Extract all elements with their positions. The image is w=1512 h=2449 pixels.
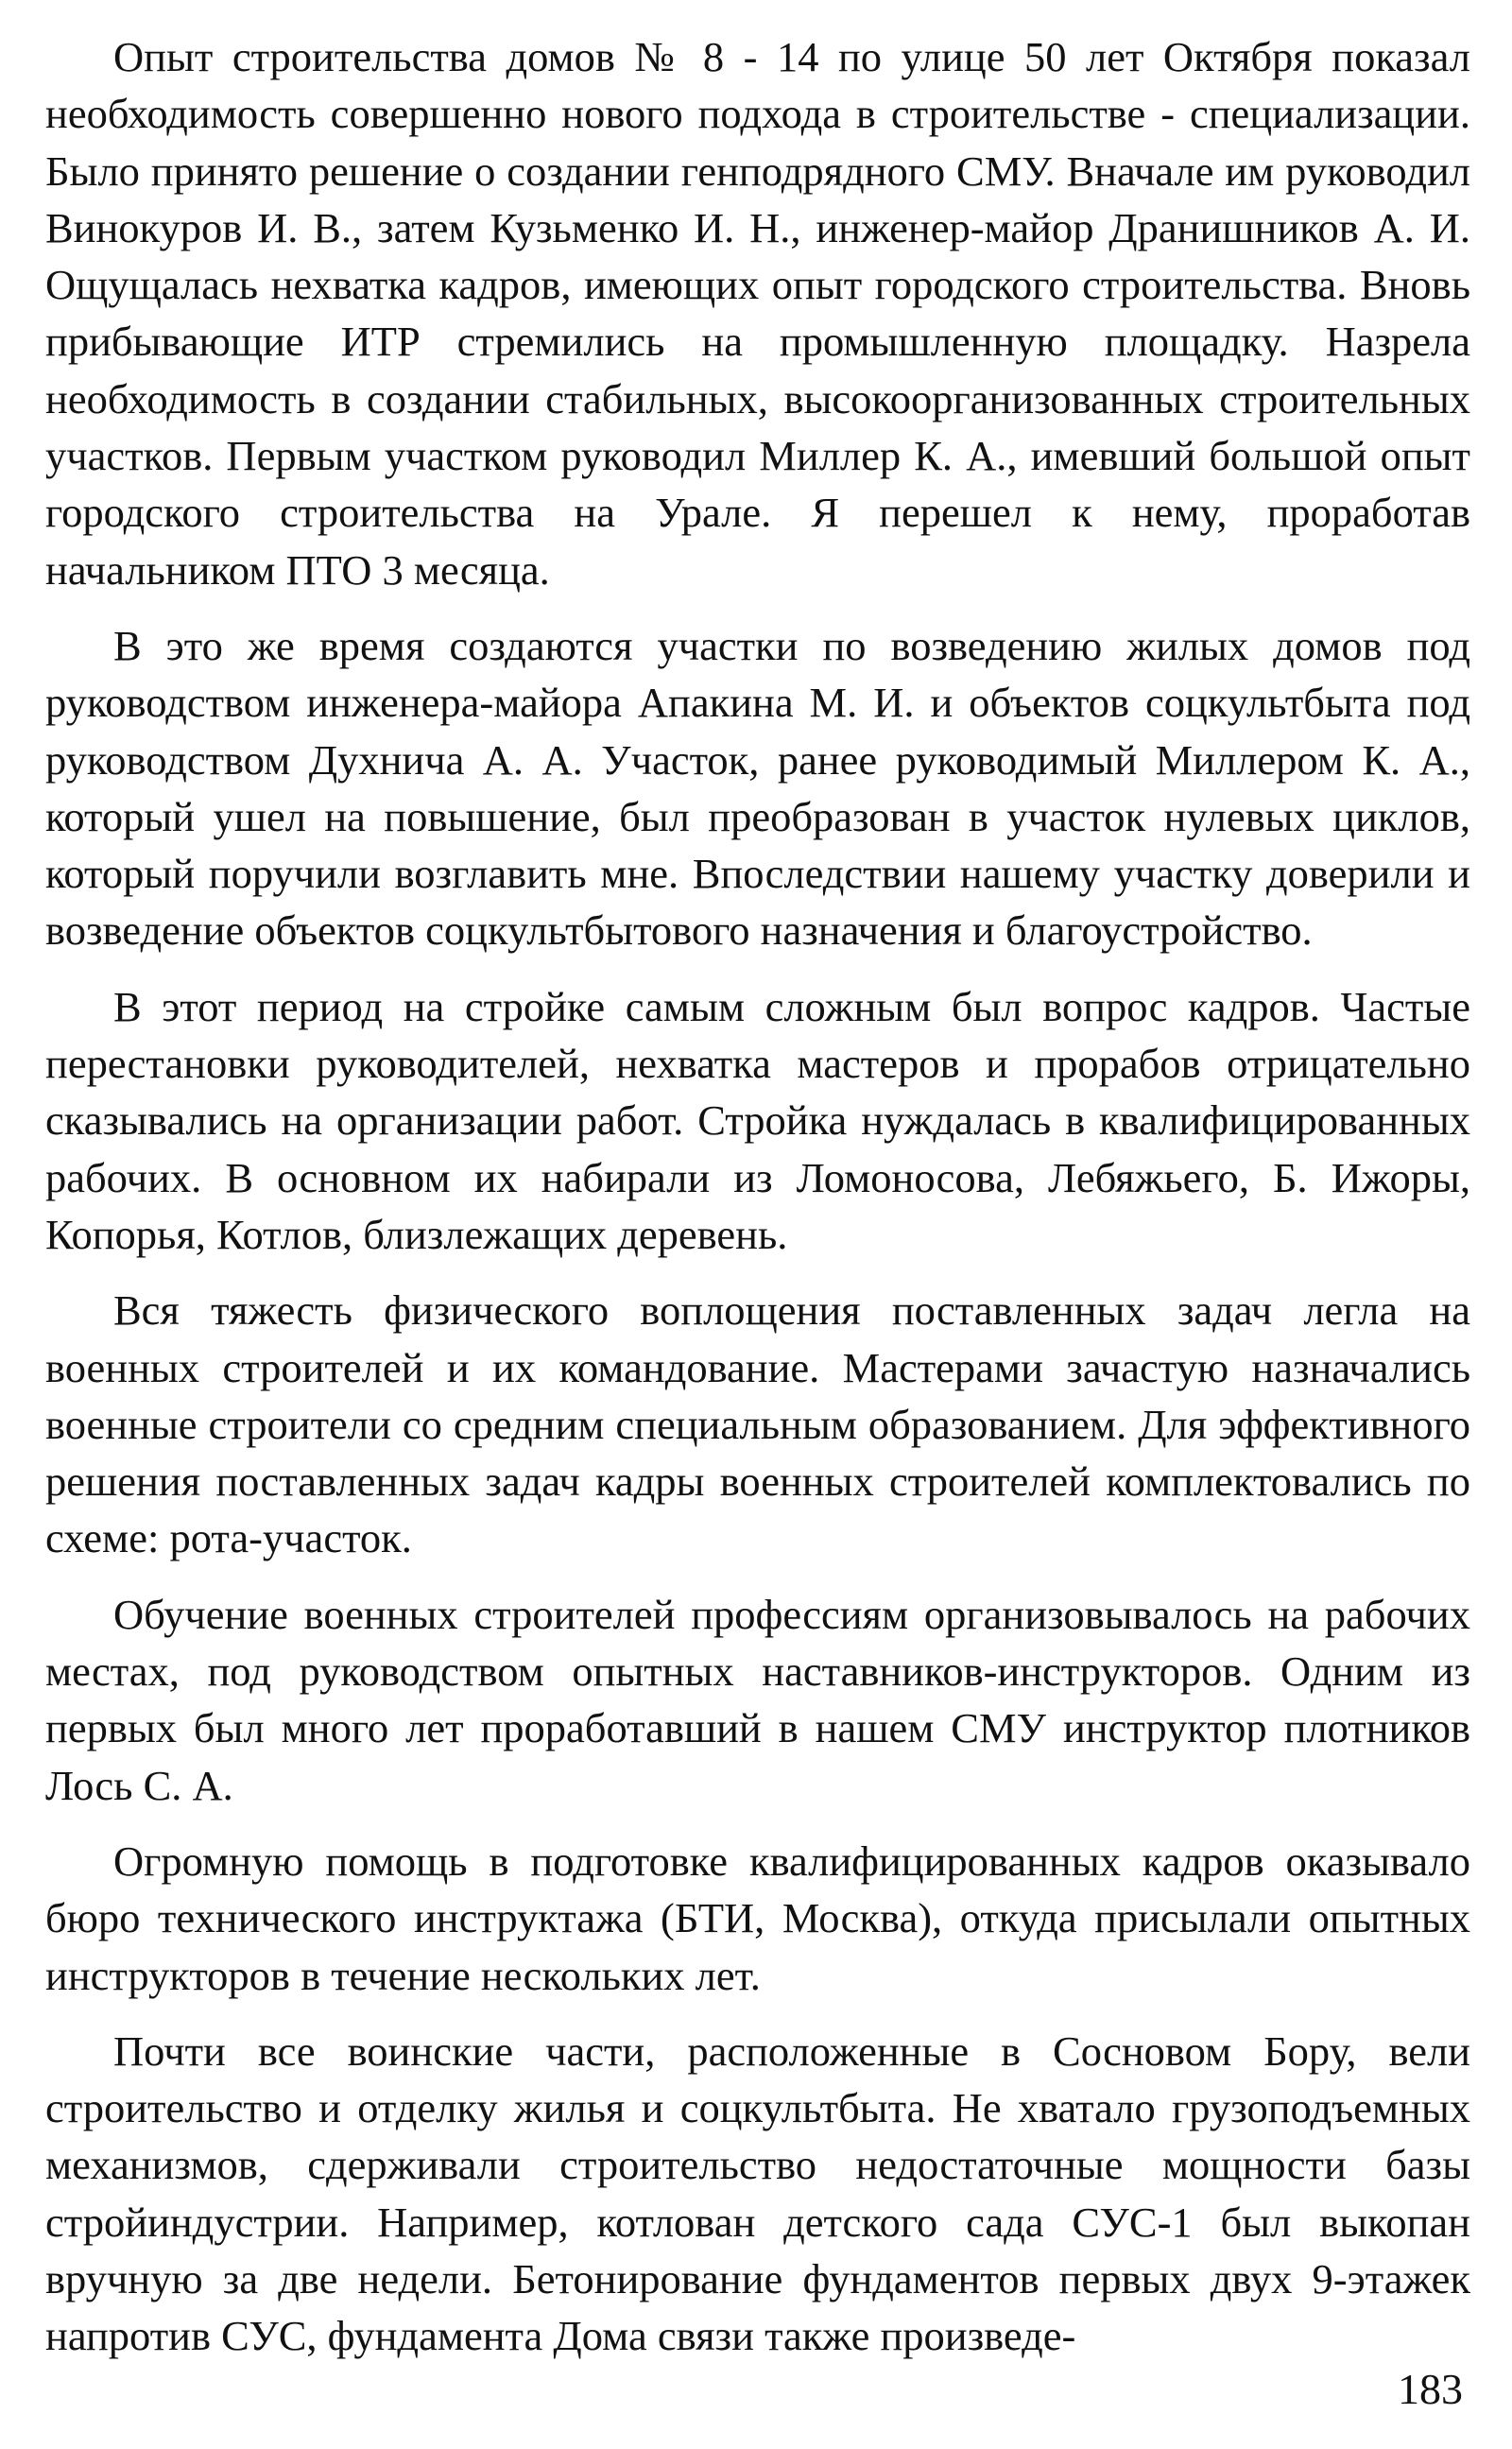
- paragraph-7: Почти все воинские части, расположенные в Сосновом Бору, вели строительство и отделку жилья и соцкультбыта. Не хватало грузоподъемных механизмов, сдерживали строительство недостаточные мощности базы стройиндустрии. Например, котлован детского сада СУС-1 был выкопан вручную за две недели. Бетонирование фундаментов первых двух 9-этажек напротив СУС, фундамента Дома связи также произведе-: [45, 2026, 1470, 2360]
- paragraph-1: Опыт строительства домов № 8 - 14 по улице 50 лет Октября показал необходимость совершенно нового подхода в строительстве - специализации. Было принято решение о создании генподрядного СМУ. Вначале им руководил Винокуров И. В., затем Кузьменко И. Н., инженер-майор Дранишников А. И. Ощущалась нехватка кадров, имеющих опыт городского строительства. Вновь прибывающие ИТР стремились на промышленную площадку. Назрела необходимость в создании стабильных, высокоорганизованных строительных участков. Первым участком руководил Миллер К. А., имевший большой опыт городского строительства на Урале. Я перешел к нему, проработав начальником ПТО 3 месяца.: [45, 33, 1470, 594]
- page-number: 183: [1398, 2365, 1463, 2413]
- book-page: [45, 28, 1470, 2420]
- paragraph-4: Вся тяжесть физического воплощения поставленных задач легла на военных строителей и их командование. Мастерами зачастую назначались военные строители со средним специальным образованием. Для эффективного решения поставленных задач кадры военных строителей комплектовались по схеме: рота-участок.: [45, 1286, 1470, 1562]
- body-text: [45, 28, 1470, 2365]
- paragraph-3: В этот период на стройке самым сложным был вопрос кадров. Частые перестановки руководителей, нехватка мастеров и прорабов отрицательно сказывались на организации работ. Стройка нуждалась в квалифицированных рабочих. В основном их набирали из Ломоносова, Лебяжьего, Б. Ижоры, Копорья, Котлов, близлежащих деревень.: [45, 982, 1470, 1258]
- paragraph-2: В это же время создаются участки по возведению жилых домов под руководством инженера-майора Апакина М. И. и объектов соцкультбыта под руководством Духнича А. А. Участок, ранее руководимый Миллером К. А., который ушел на повышение, был преобразован в участок нулевых циклов, который поручили возглавить мне. Впоследствии нашему участку доверили и возведение объектов соцкультбытового назначения и благоустройство.: [45, 621, 1470, 955]
- paragraph-6: Огромную помощь в подготовке квалифицированных кадров оказывало бюро технического инструктажа (БТИ, Москва), откуда присылали опытных инструкторов в течение нескольких лет.: [45, 1837, 1470, 1999]
- paragraph-5: Обучение военных строителей профессиям организовывалось на рабочих местах, под руководством опытных наставников-инструкторов. Одним из первых был много лет проработавший в нашем СМУ инструктор плотников Лось С. А.: [45, 1590, 1470, 1809]
